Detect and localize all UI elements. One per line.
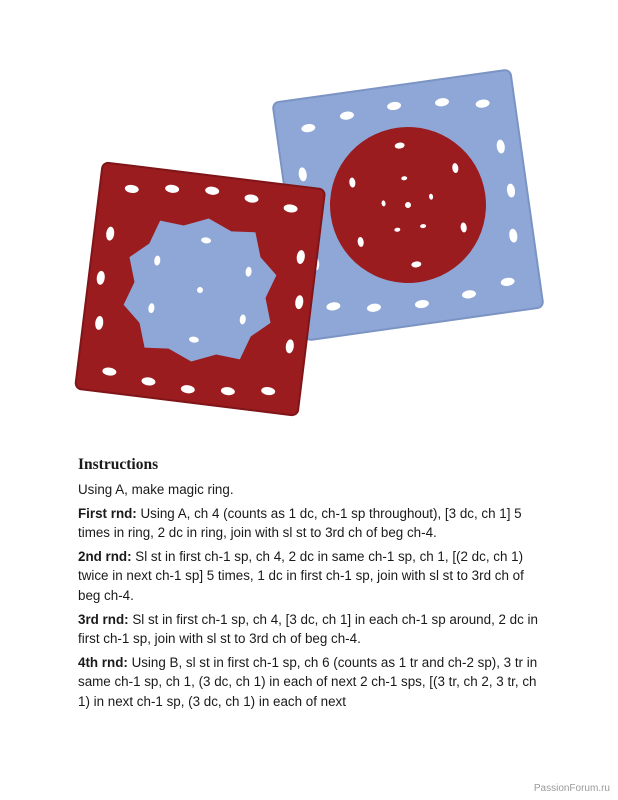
intro-paragraph: Using A, make magic ring. (78, 482, 234, 497)
instructions-section (78, 456, 548, 716)
round-2-label: 2nd rnd: (78, 548, 132, 564)
round-1-text: Using A, ch 4 (counts as 1 dc, ch-1 sp throughout), [3 dc, ch 1] 5 times in ring, 2 dc in ring, join with sl st to 3rd ch of beg ch-4. (78, 505, 522, 541)
red-granny-square (75, 162, 325, 416)
round-4-paragraph (78, 653, 548, 712)
watermark: PassionForum.ru (533, 783, 610, 794)
round-4-label: 4th rnd: (78, 654, 128, 670)
round-1-label: First rnd: (78, 505, 137, 521)
instructions-heading: Instructions (78, 456, 159, 473)
round-3-paragraph (78, 610, 548, 649)
round-3-text: Sl st in first ch-1 sp, ch 4, [3 dc, ch 1] in each ch-1 sp around, 2 dc in first ch-1 sp, join with sl st to 3rd ch of beg ch-4. (78, 611, 538, 647)
round-1-paragraph (78, 504, 548, 543)
round-2-text: Sl st in first ch-1 sp, ch 4, 2 dc in same ch-1 sp, ch 1, [(2 dc, ch 1) twice in next ch-1 sp] 5 times, 1 dc in first ch-1 sp, join with sl st to 3rd ch of beg ch-4. (78, 548, 524, 603)
round-2-paragraph (78, 547, 548, 606)
round-4-text: Using B, sl st in first ch-1 sp, ch 6 (counts as 1 tr and ch-2 sp), 3 tr in same ch-1 sp, ch 1, (3 dc, ch 1) in each of next 2 ch-1 sps, [(3 tr, ch 2, 3 tr, ch 1) in next ch-1 sp, (3 dc, ch 1) in each of next (78, 654, 538, 709)
round-3-label: 3rd rnd: (78, 611, 129, 627)
